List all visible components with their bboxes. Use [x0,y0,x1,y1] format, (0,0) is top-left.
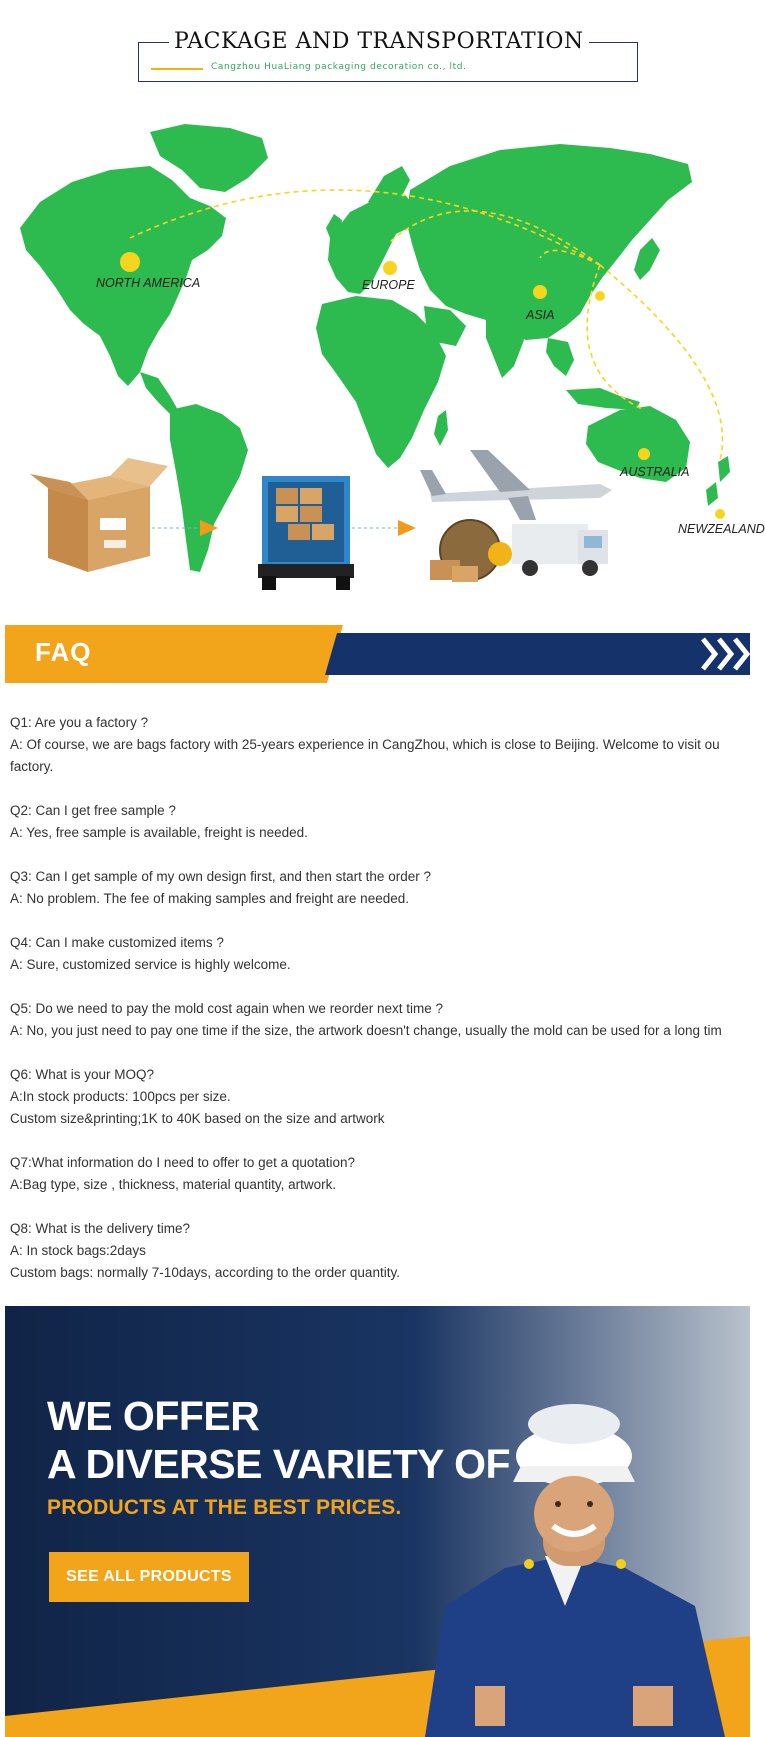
faq-answer: A:In stock products: 100pcs per size. [10,1089,231,1104]
faq-item [10,1064,750,1130]
marker-australia [638,448,650,460]
faq-list [10,712,750,1306]
faq-answer: A: Of course, we are bags factory with 25-years experience in CangZhou, which is close to Beijing. Welcome to visit ou [10,737,720,752]
marker-asia [533,285,547,299]
region-label-asia: ASIA [526,308,555,322]
container-truck-illustration [258,476,354,590]
faq-answer: A: No problem. The fee of making samples and freight are needed. [10,891,409,906]
japan-shape [634,238,660,280]
banner-headline-line2: A DIVERSE VARIETY OF [47,1441,511,1487]
faq-item [10,1152,750,1196]
box-illustration [30,458,168,572]
section-header-box [138,29,638,82]
marker-hub [595,291,605,301]
marker-new-zealand [715,509,725,519]
decorative-line [151,68,203,70]
faq-answer: A: In stock bags:2days [10,1243,146,1258]
faq-answer: A: Yes, free sample is available, freight is needed. [10,825,308,840]
world-map-graphic [0,110,750,580]
south-america-shape [170,404,248,572]
faq-navy-bar [325,633,750,675]
faq-banner-graphic [5,625,750,683]
faq-item [10,866,750,910]
faq-question: Q4: Can I make customized items ? [10,935,224,950]
banner-headline-line1: WE OFFER [47,1393,260,1439]
new-zealand-shape [706,456,730,506]
faq-answer: A: Sure, customized service is highly welcome. [10,957,291,972]
central-america-shape [140,372,178,414]
faq-item [10,1218,750,1284]
marker-europe [383,261,397,275]
faq-answer: Custom bags: normally 7-10days, according to the order quantity. [10,1265,400,1280]
delivery-illustration [430,520,608,582]
indonesia-shape [566,388,640,410]
uk-shape [326,214,342,238]
se-asia-shape [546,338,574,376]
banner-subheadline: PRODUCTS AT THE BEST PRICES. [47,1496,402,1519]
region-label-new-zealand: NEWZEALAND [678,522,765,536]
region-label-australia: AUSTRALIA [620,465,690,479]
faq-question: Q2: Can I get free sample ? [10,803,176,818]
faq-question: Q5: Do we need to pay the mold cost again when we reorder next time ? [10,1001,443,1016]
section-title: PACKAGE AND TRANSPORTATION [169,29,589,54]
promo-banner [5,1306,750,1737]
faq-answer: A:Bag type, size , thickness, material quantity, artwork. [10,1177,337,1192]
faq-item [10,800,750,844]
faq-answer: A: No, you just need to pay one time if the size, the artwork doesn't change, usually the mold can be used for a long tim [10,1023,722,1038]
faq-question: Q8: What is the delivery time? [10,1221,191,1236]
company-subtitle: Cangzhou HuaLiang packaging decoration co., ltd. [211,62,467,72]
faq-answer: Custom size&printing;1K to 40K based on the size and artwork [10,1111,385,1126]
faq-question: Q7:What information do I need to offer to get a quotation? [10,1155,355,1170]
region-label-north-america: NORTH AMERICA [96,276,201,290]
faq-item [10,932,750,976]
banner-headline [47,1392,510,1488]
faq-banner [5,625,750,683]
faq-item [10,712,750,778]
faq-question: Q6: What is your MOQ? [10,1067,155,1082]
region-label-europe: EUROPE [362,278,415,292]
marker-north-america [120,252,140,272]
faq-item [10,998,750,1042]
world-shipping-map [0,110,765,580]
faq-heading: FAQ [35,637,92,667]
promo-banner-graphic [5,1306,750,1737]
madagascar-shape [434,410,448,446]
see-all-products-button[interactable]: SEE ALL PRODUCTS [49,1552,249,1602]
faq-question: Q3: Can I get sample of my own design first, and then start the order ? [10,869,431,884]
faq-question: Q1: Are you a factory ? [10,715,149,730]
faq-answer: factory. [10,759,54,774]
airplane-illustration [420,450,612,520]
